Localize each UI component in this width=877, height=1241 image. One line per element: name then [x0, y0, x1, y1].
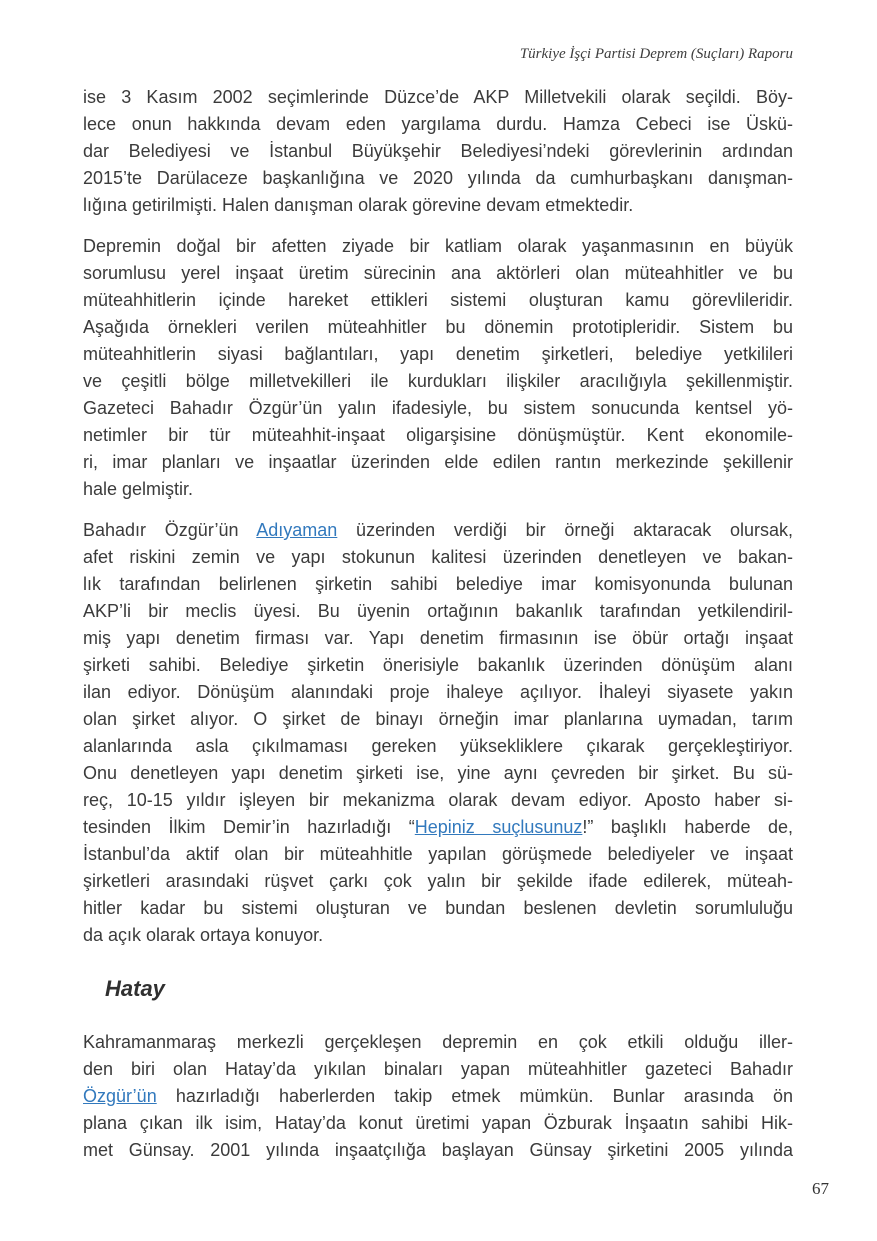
text-segment: den biri olan Hatay’da yıkılan binaları yapan müteahhitler gazeteci Bahadır: [83, 1059, 793, 1079]
text-line: [83, 314, 793, 341]
text-line: [83, 814, 793, 841]
text-line: [83, 138, 793, 165]
text-segment: şirketi sahibi. Belediye şirketin önerisiyle bakanlık üzerinden dönüşüm alanı: [83, 655, 793, 675]
text-line: [83, 652, 793, 679]
text-line: [83, 1056, 793, 1083]
text-line: [83, 598, 793, 625]
text-segment: ve çeşitli bölge milletvekilleri ile kurdukları ilişkiler aracılığıyla şekillenmiştir.: [83, 371, 793, 391]
paragraph: [83, 233, 793, 503]
text-segment: ise 3 Kasım 2002 seçimlerinde Düzce’de AKP Milletvekili olarak seçildi. Böy-: [83, 87, 793, 107]
text-segment: lece onun hakkında devam eden yargılama durdu. Hamza Cebeci ise Üskü-: [83, 114, 793, 134]
text-segment: Depremin doğal bir afetten ziyade bir katliam olarak yaşanmasının en büyük: [83, 236, 793, 256]
text-segment: hale gelmiştir.: [83, 479, 194, 499]
text-segment: met Günsay. 2001 yılında inşaatçılığa başlayan Günsay şirketini 2005 yılında: [83, 1140, 793, 1160]
text-segment: müteahhitlerin siyasi bağlantıları, yapı denetim şirketleri, belediye yetkilileri: [83, 344, 793, 364]
text-line: [83, 192, 793, 219]
text-segment: üzerinden verdiği bir örneği aktaracak olursak,: [337, 520, 793, 540]
text-line: [83, 571, 793, 598]
text-segment: alanlarında asla çıkılmaması gereken yüksekliklere çıkarak gerçekleştiriyor.: [83, 736, 793, 756]
text-line: [83, 706, 793, 733]
text-line: [83, 341, 793, 368]
text-segment: Bahadır Özgür’ün: [83, 520, 257, 540]
text-line: [83, 1083, 793, 1110]
text-line: [83, 895, 793, 922]
text-line: [83, 233, 793, 260]
text-link[interactable]: Hepiniz suçlusunuz: [414, 817, 583, 837]
text-line: [83, 787, 793, 814]
section-heading: Hatay: [105, 976, 165, 1001]
text-segment: dar Belediyesi ve İstanbul Büyükşehir Belediyesi’ndeki görevlerinin ardından: [83, 141, 793, 161]
text-line: [83, 476, 793, 503]
text-segment: ilan ediyor. Dönüşüm alanındaki proje ihaleye açılıyor. İhaleyi siyasete yakın: [83, 682, 793, 702]
text-segment: Gazeteci Bahadır Özgür’ün yalın ifadesiyle, bu sistem sonucunda kentsel yö-: [83, 398, 793, 418]
text-segment: lık tarafından belirlenen şirketin sahibi belediye imar komisyonunda bulunan: [83, 574, 793, 594]
text-segment: !” başlıklı haberde de,: [582, 817, 793, 837]
document-body: [83, 84, 793, 1178]
text-line: [83, 868, 793, 895]
text-line: [83, 449, 793, 476]
text-line: [83, 422, 793, 449]
text-line: [83, 517, 793, 544]
text-line: [83, 625, 793, 652]
text-segment: Aşağıda örnekleri verilen müteahhitler bu dönemin prototipleridir. Sistem bu: [83, 317, 793, 337]
text-segment: ri, imar planları ve inşaatlar üzerinden elde edilen rantın merkezinde şekillenir: [83, 452, 793, 472]
text-line: [83, 111, 793, 138]
text-segment: lığına getirilmişti. Halen danışman olarak görevine devam etmektedir.: [83, 195, 634, 215]
text-line: [83, 733, 793, 760]
text-segment: plana çıkan ilk isim, Hatay’da konut üretimi yapan Özburak İnşaatın sahibi Hik-: [83, 1113, 793, 1133]
paragraph: [83, 1029, 793, 1164]
text-segment: Onu denetleyen yapı denetim şirketi ise, yine aynı çevreden bir şirket. Bu sü-: [83, 763, 793, 783]
text-line: [83, 760, 793, 787]
text-segment: netimler bir tür müteahhit-inşaat oligarşisine dönüşmüştür. Kent ekonomile-: [83, 425, 793, 445]
text-line: [83, 922, 793, 949]
page-number: 67: [812, 1179, 829, 1198]
text-segment: tesinden İlkim Demir’in hazırladığı “: [83, 817, 415, 837]
text-segment: reç, 10-15 yıldır işleyen bir mekanizma olarak devam ediyor. Aposto haber si-: [83, 790, 793, 810]
text-line: [83, 841, 793, 868]
text-segment: afet riskini zemin ve yapı stokunun kalitesi üzerinden denetleyen ve bakan-: [83, 547, 793, 567]
text-line: [83, 1110, 793, 1137]
text-segment: 2015’te Darülaceze başkanlığına ve 2020 yılında da cumhurbaşkanı danışman-: [83, 168, 793, 188]
text-line: [83, 1029, 793, 1056]
text-link[interactable]: Özgür’ün: [83, 1086, 157, 1106]
text-line: [83, 84, 793, 111]
paragraph: [83, 517, 793, 949]
text-segment: sorumlusu yerel inşaat üretim sürecinin ana aktörleri olan müteahhitler ve bu: [83, 263, 793, 283]
running-header: Türkiye İşçi Partisi Deprem (Suçları) Raporu: [519, 46, 793, 62]
text-segment: İstanbul’da aktif olan bir müteahhitle yapılan görüşmede belediyeler ve inşaat: [83, 844, 793, 864]
text-line: [83, 287, 793, 314]
text-segment: miş yapı denetim firması var. Yapı denetim firmasının ise öbür ortağı inşaat: [83, 628, 793, 648]
text-segment: şirketleri arasındaki rüşvet çarkı çok yalın bir şekilde ifade edilerek, müteah-: [83, 871, 793, 891]
text-segment: hitler kadar bu sistemi oluşturan ve bundan beslenen devletin sorumluluğu: [83, 898, 793, 918]
text-line: [83, 395, 793, 422]
text-line: [83, 1137, 793, 1164]
text-line: [83, 544, 793, 571]
text-line: [83, 260, 793, 287]
text-segment: da açık olarak ortaya konuyor.: [83, 925, 324, 945]
text-segment: Kahramanmaraş merkezli gerçekleşen depremin en çok etkili olduğu iller-: [83, 1032, 793, 1052]
text-line: [83, 679, 793, 706]
text-line: [83, 165, 793, 192]
text-segment: müteahhitlerin içinde hareket ettikleri sistemi oluşturan kamu görevlileridir.: [83, 290, 793, 310]
text-segment: olan şirket alıyor. O şirket de binayı örneğin imar planlarına uymadan, tarım: [83, 709, 793, 729]
paragraph: [83, 84, 793, 219]
text-link[interactable]: Adıyaman: [256, 520, 338, 540]
text-line: [83, 368, 793, 395]
text-segment: hazırladığı haberlerden takip etmek mümkün. Bunlar arasında ön: [156, 1086, 793, 1106]
text-segment: AKP’li bir meclis üyesi. Bu üyenin ortağının bakanlık tarafından yetkilendiril-: [83, 601, 793, 621]
